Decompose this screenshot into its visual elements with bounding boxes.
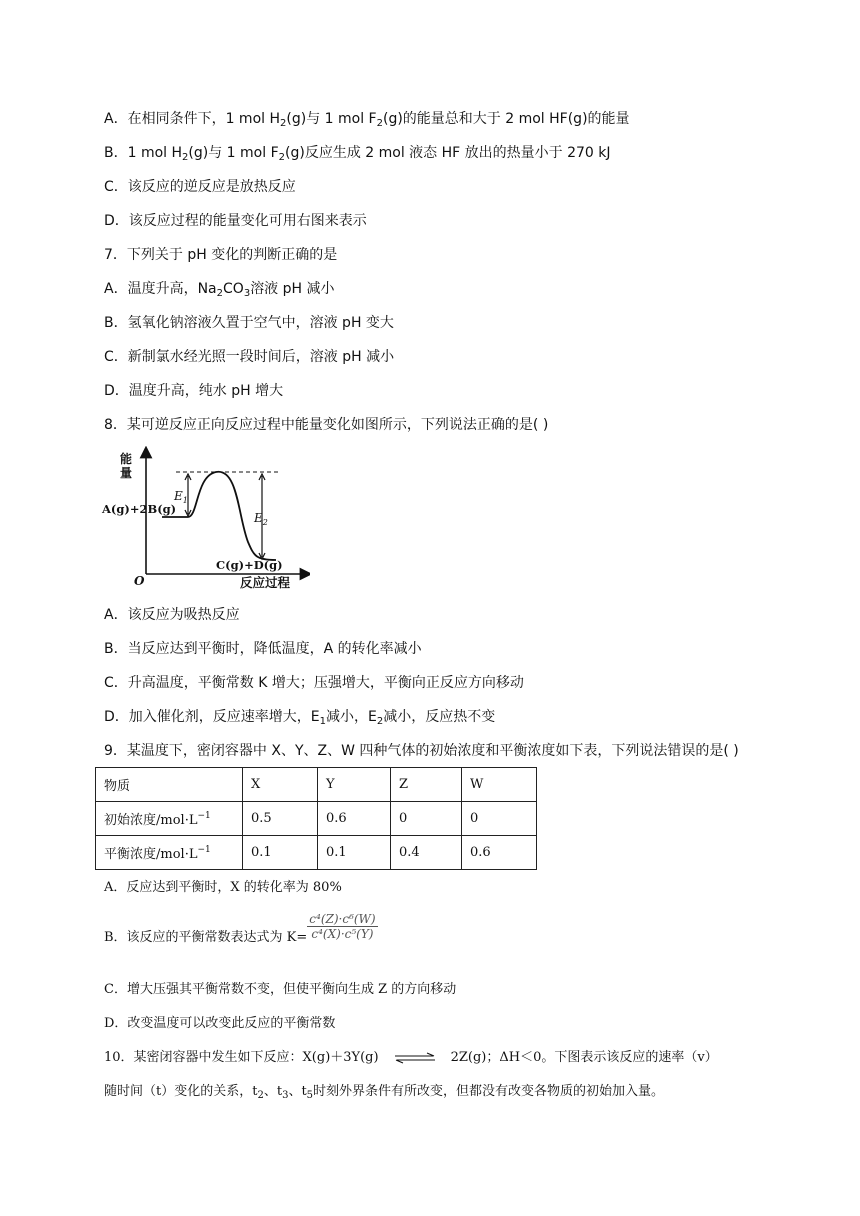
table-cell: 0.6 xyxy=(318,802,391,836)
q7-stem: 7．下列关于 pH 变化的判断正确的是 xyxy=(104,247,338,263)
equilibrium-arrow-icon xyxy=(393,1052,437,1064)
table-row-label: 初始浓度$/mol\cdot L^{-1}$ xyxy=(96,802,243,836)
table-row-label: 平衡浓度$/mol\cdot L^{-1}$ xyxy=(96,836,243,870)
table-header-cell: X xyxy=(243,768,318,802)
table-header-cell: W xyxy=(462,768,537,802)
table-cell: 0 xyxy=(462,802,537,836)
q10-stem-line1: 10．某密闭容器中发生如下反应：X(g)＋3Y(g) 2Z(g)；ΔH＜0。下图表示该反应的速率（v） xyxy=(104,1050,718,1065)
product-label: C(g)+D(g) xyxy=(216,558,283,572)
q9-option-c: C．增大压强其平衡常数不变，但使平衡向生成 Z 的方向移动 xyxy=(104,982,457,997)
q8-option-a: A．该反应为吸热反应 xyxy=(104,607,240,623)
table-row xyxy=(96,802,537,836)
table-header-cell: Z xyxy=(391,768,462,802)
e2-label: $E_2$ xyxy=(254,511,268,527)
q7-option-b: B．氢氧化钠溶液久置于空气中，溶液 pH 变大 xyxy=(104,315,394,331)
q7-option-d: D．温度升高，纯水 pH 增大 xyxy=(104,383,284,399)
q9-stem: 9．某温度下，密闭容器中 X、Y、Z、W 四种气体的初始浓度和平衡浓度如下表，下列说法错误的是( ) xyxy=(104,743,739,759)
q9-option-b: B．该反应的平衡常数表达式为 K= $\frac{\text{c⁴(Z)·c⁶(W)}}{\text{c⁴(X)·c⁵(Y)}}$ xyxy=(104,912,376,945)
q9-option-a: A．反应达到平衡时，X 的转化率为 80% xyxy=(104,880,342,895)
q8-option-b: B．当反应达到平衡时，降低温度，A 的转化率减小 xyxy=(104,641,422,657)
table-header-cell: 物质 xyxy=(96,768,243,802)
q8-option-d: D．加入催化剂，反应速率增大，$E_1$减小，$E_2$减小，反应热不变 xyxy=(104,709,496,727)
e1-label: $E_1$ xyxy=(174,489,188,505)
table-cell: 0.4 xyxy=(391,836,462,870)
q6-option-a: A．在相同条件下，1 mol $H_2(g)$与 1 mol $F_2(g)$的能量总和大于 2 mol HF(g)的能量 xyxy=(104,111,630,129)
q6-option-c: C．该反应的逆反应是放热反应 xyxy=(104,179,296,195)
q10-stem-line2: 随时间（t）变化的关系，$t_2$、$t_3$、$t_5$时刻外界条件有所改变，但都没有改变各物质的初始加入量。 xyxy=(104,1084,665,1101)
q6-option-b: B．1 mol $H_2(g)$与 1 mol $F_2(g)$反应生成 2 mol 液态 HF 放出的热量小于 270 kJ xyxy=(104,145,611,163)
y-axis-label-text: 能量 xyxy=(120,452,133,480)
equilibrium-constant-formula: $\frac{\text{c⁴(Z)·c⁶(W)}}{\text{c⁴(X)·c⁵(Y)}}$ xyxy=(309,912,376,941)
table-cell: 0.6 xyxy=(462,836,537,870)
table-cell: 0.1 xyxy=(243,836,318,870)
table-row xyxy=(96,836,537,870)
table-cell: 0.1 xyxy=(318,836,391,870)
table-cell: 0.5 xyxy=(243,802,318,836)
concentration-table xyxy=(95,767,537,870)
reactant-label: A(g)+2B(g) xyxy=(102,502,177,516)
q8-stem: 8．某可逆反应正向反应过程中能量变化如图所示，下列说法正确的是( ) xyxy=(104,417,549,433)
table-header-row xyxy=(96,768,537,802)
energy-diagram xyxy=(100,446,310,592)
table-header-cell: Y xyxy=(318,768,391,802)
origin-label: O xyxy=(134,574,145,588)
q6-option-d: D．该反应过程的能量变化可用右图来表示 xyxy=(104,213,367,229)
q7-option-a: A．温度升高，$Na_2CO_3$溶液 pH 减小 xyxy=(104,281,335,299)
table-cell: 0 xyxy=(391,802,462,836)
q7-option-c: C．新制氯水经光照一段时间后，溶液 pH 减小 xyxy=(104,349,395,365)
q9-option-d: D．改变温度可以改变此反应的平衡常数 xyxy=(104,1016,336,1031)
q8-option-c: C．升高温度，平衡常数 K 增大；压强增大，平衡向正反应方向移动 xyxy=(104,675,524,691)
x-axis-label: 反应过程 xyxy=(240,575,291,590)
